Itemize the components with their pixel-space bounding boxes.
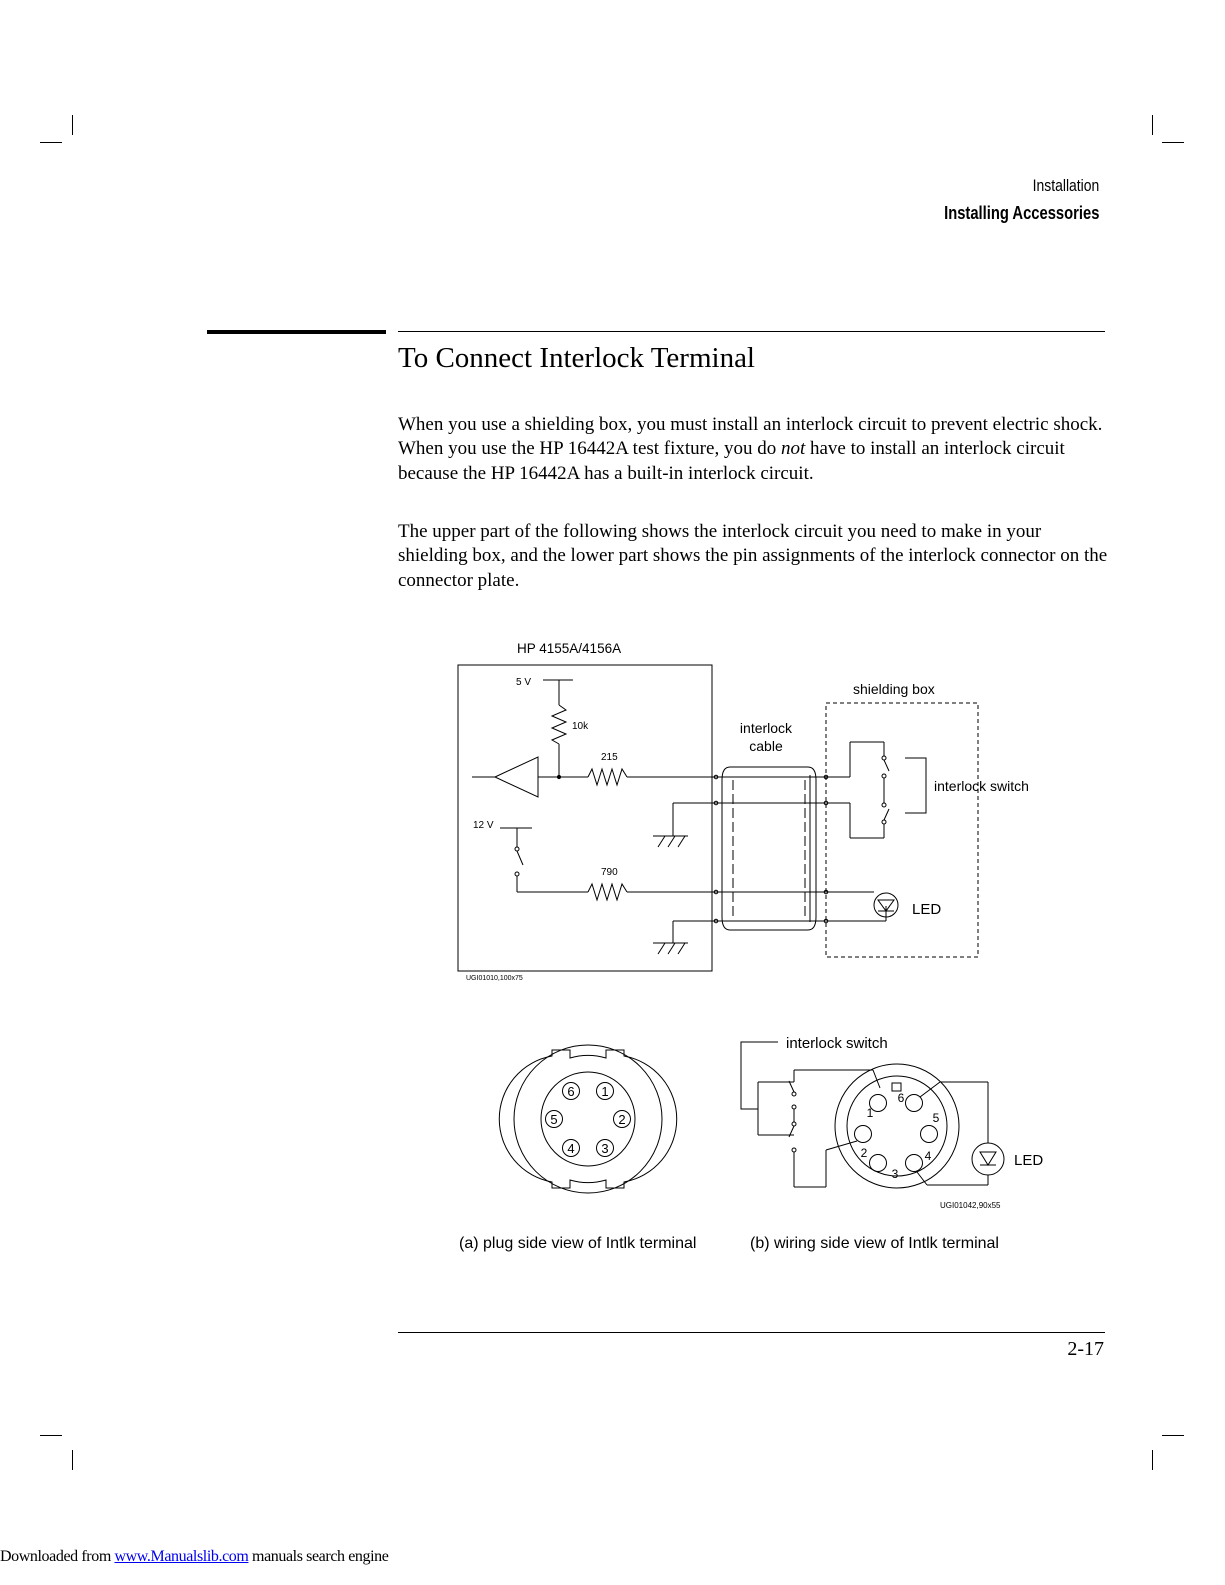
plug-pin-4: 4	[567, 1141, 575, 1156]
r790-label: 790	[601, 867, 618, 878]
paragraph-1-emphasis: not	[780, 438, 806, 460]
footer-rule	[398, 1332, 1105, 1333]
shielding-box	[826, 703, 978, 957]
crop-mark	[1162, 1435, 1184, 1436]
page-number: 2-17	[1067, 1338, 1104, 1360]
crop-mark	[72, 1450, 73, 1470]
bottom-led-label: LED	[1014, 1152, 1044, 1169]
plug-pin-1: 1	[601, 1084, 609, 1099]
caption-b: (b) wiring side view of Intlk terminal	[750, 1235, 999, 1252]
crop-mark	[1152, 1450, 1153, 1470]
resistor-790	[588, 884, 627, 900]
wiring-pin-4: 4	[924, 1149, 932, 1163]
figure-id-bottom: UGI01042,90x55	[940, 1201, 1001, 1210]
footer-prefix: Downloaded from	[0, 1548, 115, 1565]
running-header-section: Installation	[1032, 176, 1099, 195]
paragraph-1-text-end: have to install an interlock circuit because the HP 16442A has a built-in interlock circuit.	[398, 438, 1065, 484]
plug-pin-3: 3	[601, 1141, 609, 1156]
comparator-symbol	[495, 757, 538, 797]
crop-mark	[40, 1435, 62, 1436]
wiring-pin-1: 1	[866, 1106, 874, 1120]
instrument-label: HP 4155A/4156A	[517, 641, 622, 656]
cable-label-line1: interlock	[739, 720, 793, 736]
resistor-215	[588, 769, 627, 785]
manualslib-link[interactable]: www.Manualslib.com	[114, 1548, 249, 1565]
paragraph-2: The upper part of the following shows the interlock circuit you need to make in your shielding box, and the lower part shows the pin assignments of the interlock connector on the connector plate.	[398, 521, 1108, 591]
plug-inner-ring	[499, 1050, 676, 1188]
footer-suffix: manuals search engine	[248, 1548, 389, 1565]
r215-label: 215	[601, 752, 618, 763]
page-title: To Connect Interlock Terminal	[398, 342, 755, 374]
interlock-switch-label: interlock switch	[934, 778, 1029, 794]
shielding-box-label: shielding box	[853, 681, 935, 697]
wiring-pin-2: 2	[860, 1146, 868, 1160]
paragraph-1-text: When you use a shielding box, you must install an interlock circuit to prevent electric shock. When you use the HP 16442A test fixture, you do	[398, 414, 1103, 460]
v12-label: 12 V	[473, 820, 494, 831]
download-footer	[0, 1548, 388, 1566]
instrument-box	[458, 665, 712, 971]
plug-pin-2: 2	[618, 1112, 626, 1127]
cable-label-line2: cable	[749, 738, 783, 754]
bottom-interlock-switch-label: interlock switch	[786, 1035, 888, 1052]
plug-pin-5: 5	[550, 1112, 558, 1127]
v5-label: 5 V	[516, 677, 532, 688]
running-header-subsection: Installing Accessories	[943, 203, 1099, 223]
cable-outline	[722, 767, 816, 930]
wiring-pin-6: 6	[897, 1091, 905, 1105]
resistor-10k	[552, 705, 566, 744]
wiring-pin-3: 3	[891, 1167, 899, 1181]
wiring-pin-5: 5	[932, 1111, 940, 1125]
bottom-led-symbol	[972, 1143, 1004, 1175]
r10k-label: 10k	[572, 721, 589, 732]
caption-a: (a) plug side view of Intlk terminal	[459, 1235, 697, 1252]
led-label: LED	[912, 901, 942, 918]
figure-id-top: UGI01010,100x75	[466, 975, 523, 982]
plug-outer-ring	[514, 1045, 662, 1193]
plug-pin-6: 6	[567, 1084, 575, 1099]
